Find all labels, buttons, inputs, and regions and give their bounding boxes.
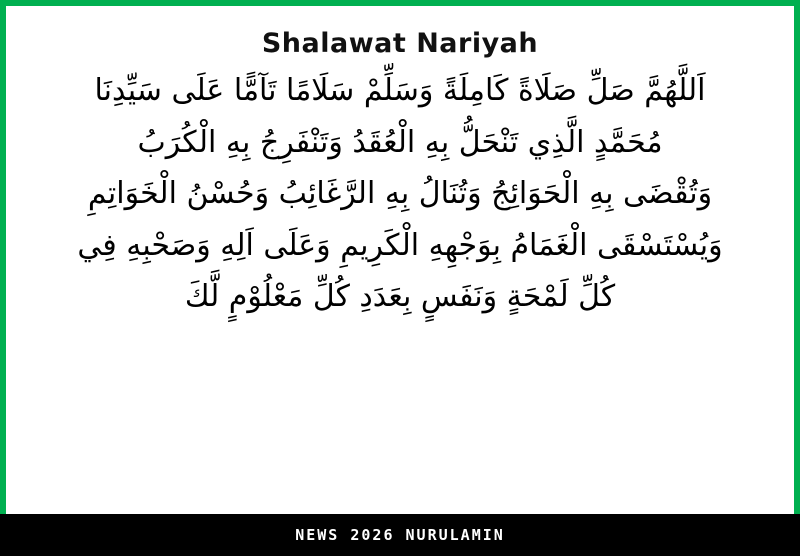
arabic-line: وَيُسْتَسْقَى الْغَمَامُ بِوَجْهِهِ الْكَرِيمِ وَعَلَى اَلِهِ وَصَحْبِهِ فِي [77, 227, 723, 263]
content-card [6, 6, 794, 514]
footer-credit-text: NEWS 2026 NURULAMIN [295, 526, 505, 544]
arabic-line: وَتُقْضَى بِهِ الْحَوَائِجُ وَتُنَالُ بِهِ الرَّغَائِبُ وَحُسْنُ الْخَوَاتِمِ [87, 176, 713, 212]
page-title: Shalawat Nariyah [261, 28, 539, 59]
arabic-line: اَللَّهُمَّ صَلِّ صَلَاةً كَامِلَةً وَسَلِّمْ سَلَامًا تَآمًّا عَلَى سَيِّدِنَا [94, 73, 706, 108]
arabic-line: كُلِّ لَمْحَةٍ وَنَفَسٍ بِعَدَدِ كُلِّ مَعْلُوْمٍ لَّكَ [184, 279, 616, 315]
arabic-text-block [6, 59, 794, 323]
footer-bar [0, 514, 800, 556]
arabic-line: مُحَمَّدٍ الَّذِي تَنْحَلُّ بِهِ الْعُقَدُ وَتَنْفَرِجُ بِهِ الْكُرَبُ [137, 124, 663, 160]
